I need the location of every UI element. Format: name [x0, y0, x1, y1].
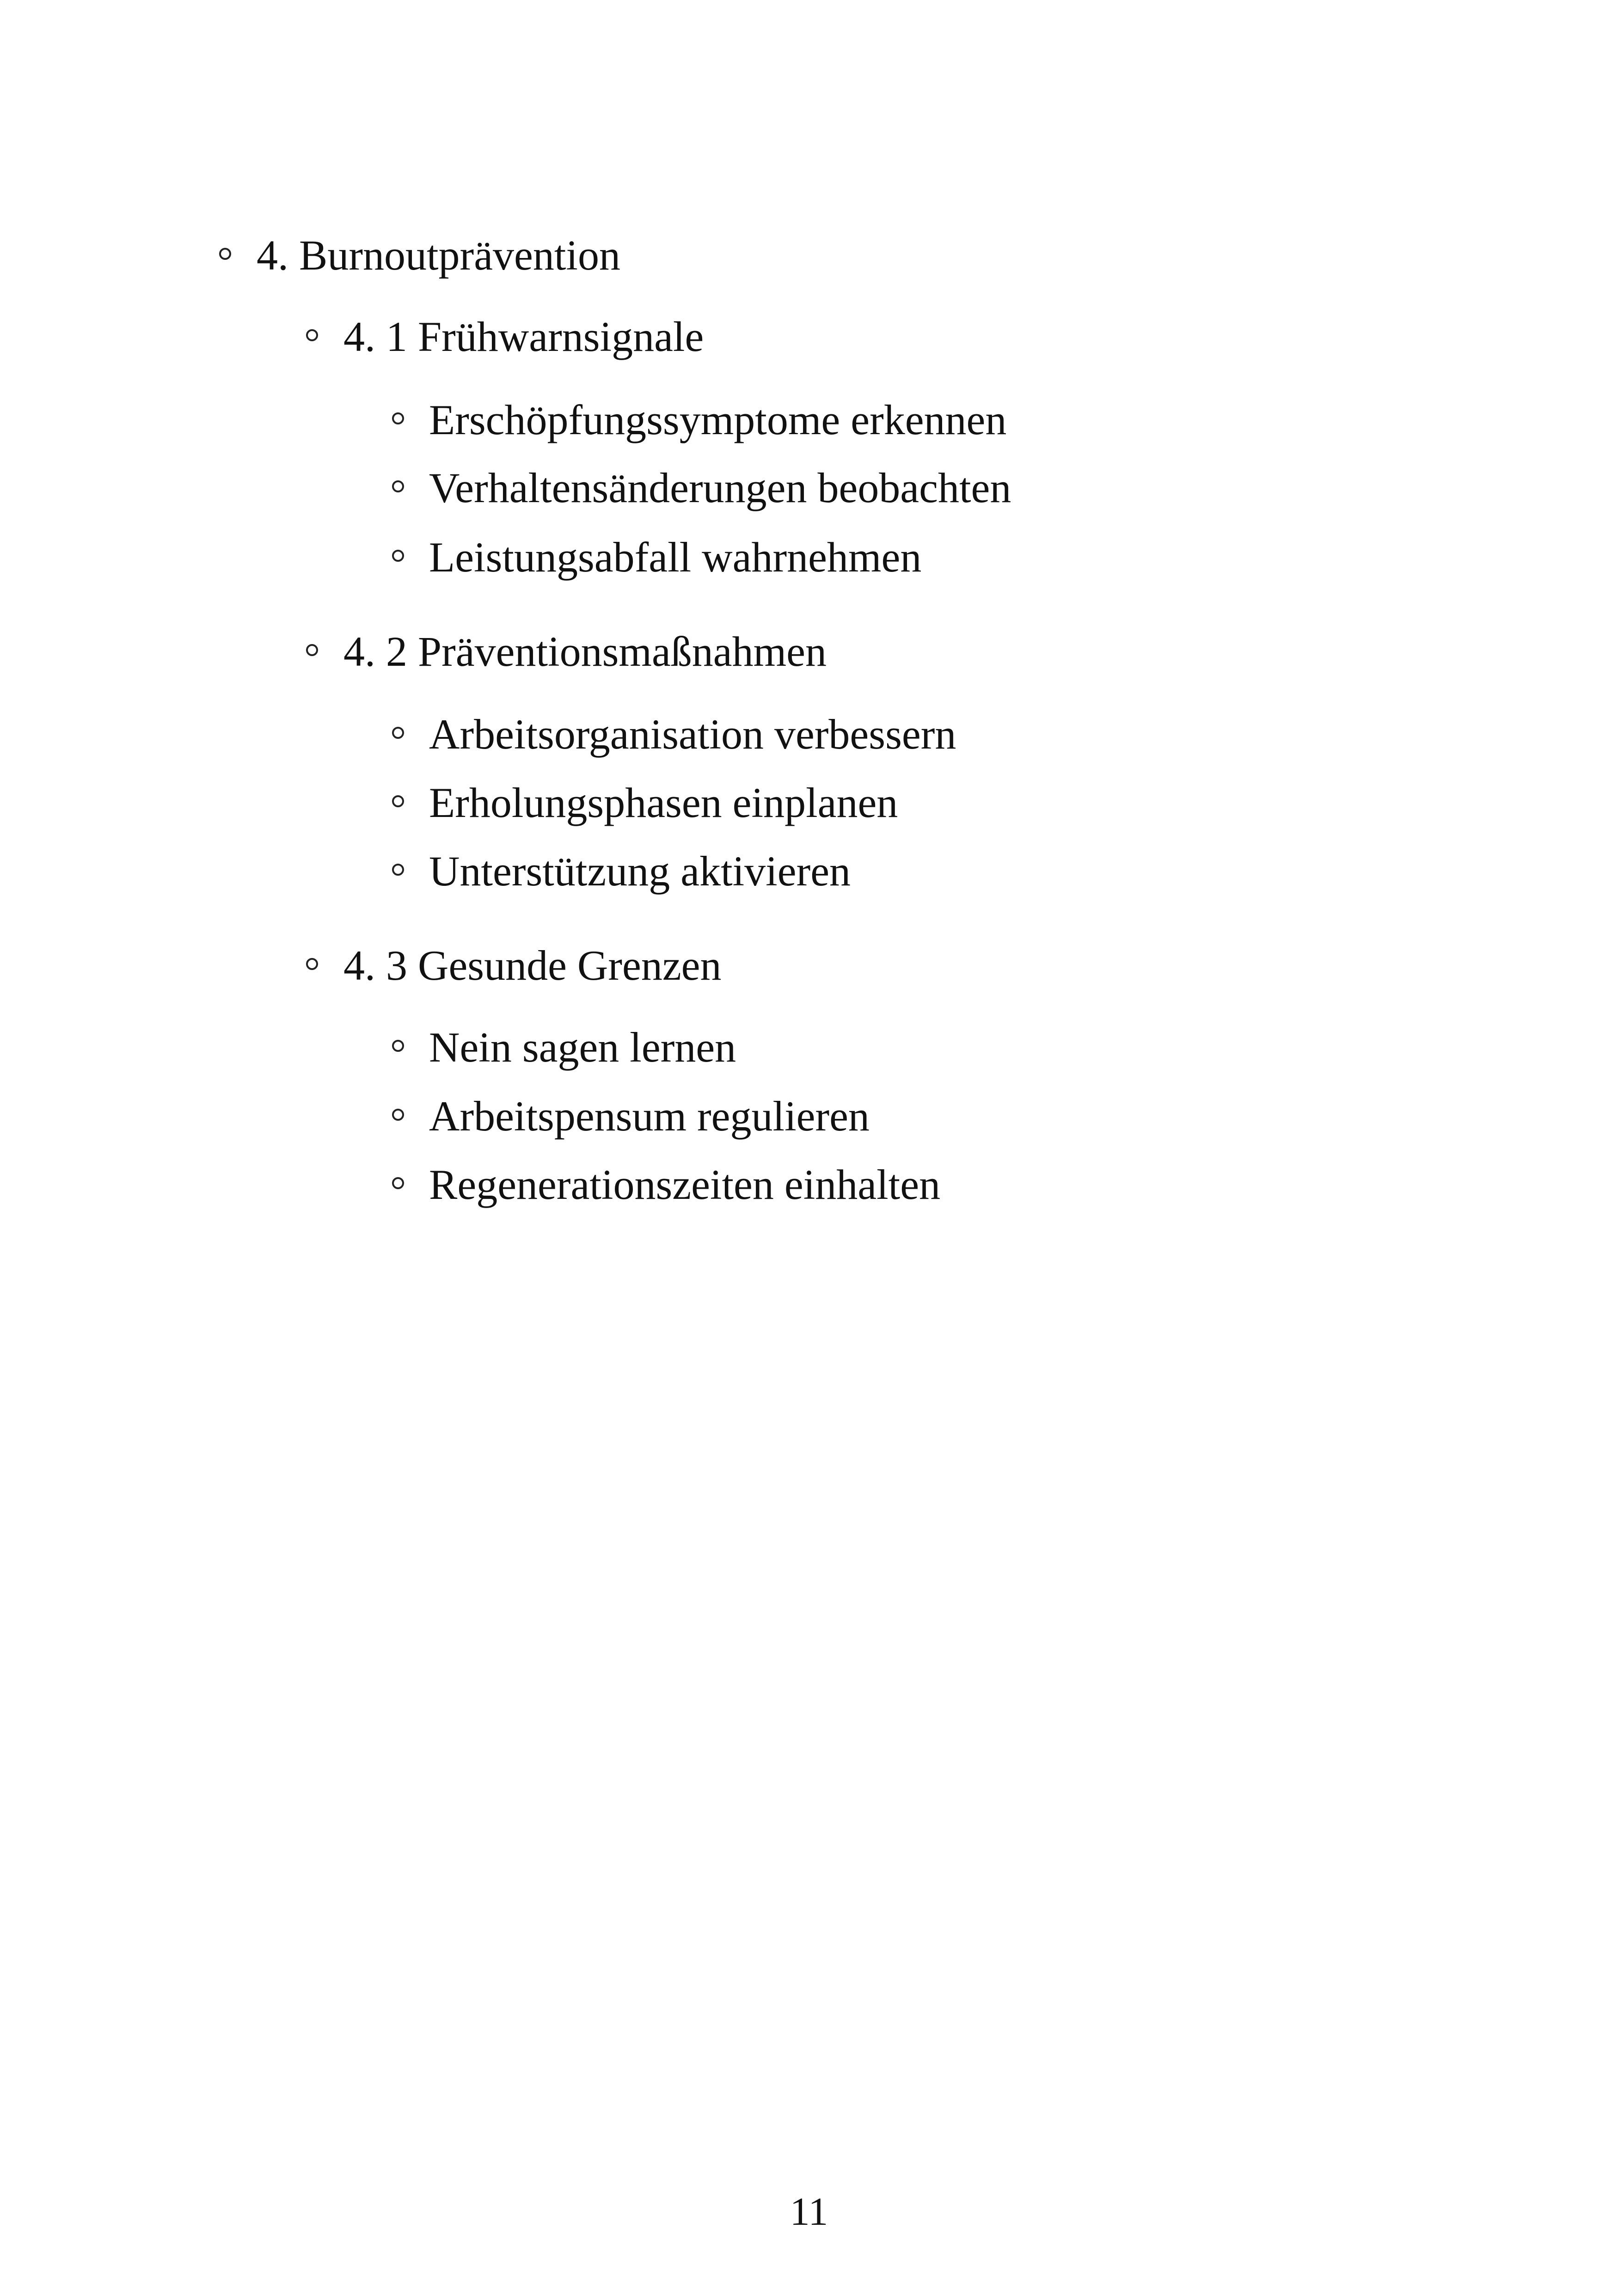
subsection-heading: 4. 2 Präventionsmaßnahmen [343, 628, 827, 675]
hollow-circle-bullet-icon [392, 480, 404, 492]
page-number: 11 [790, 2189, 828, 2234]
hollow-circle-bullet-icon [306, 958, 318, 970]
hollow-circle-bullet-icon [392, 864, 404, 876]
list-item-text: Erholungsphasen einplanen [429, 779, 898, 826]
list-item-text: Arbeitspensum regulieren [429, 1093, 870, 1140]
hollow-circle-bullet-icon [392, 412, 404, 424]
hollow-circle-bullet-icon [392, 1177, 404, 1189]
hollow-circle-bullet-icon [306, 644, 318, 656]
hollow-circle-bullet-icon [392, 1109, 404, 1121]
hollow-circle-bullet-icon [392, 550, 404, 562]
hollow-circle-bullet-icon [306, 329, 318, 341]
list-item-text: Verhaltensänderungen beobachten [429, 464, 1011, 511]
hollow-circle-bullet-icon [392, 727, 404, 739]
list-item-text: Erschöpfungssymptome erkennen [429, 396, 1007, 443]
list-item-text: Nein sagen lernen [429, 1024, 736, 1071]
list-item-text: Arbeitsorganisation verbessern [429, 711, 956, 758]
hollow-circle-bullet-icon [219, 248, 231, 260]
list-item-text: Unterstützung aktivieren [429, 847, 851, 895]
section-heading: 4. Burnoutprävention [257, 232, 620, 279]
list-item-text: Regenerationszeiten einhalten [429, 1161, 941, 1208]
hollow-circle-bullet-icon [392, 1040, 404, 1052]
hollow-circle-bullet-icon [392, 795, 404, 807]
subsection-heading: 4. 1 Frühwarnsignale [343, 313, 704, 360]
list-item-text: Leistungsabfall wahrnehmen [429, 534, 922, 581]
subsection-heading: 4. 3 Gesunde Grenzen [343, 942, 722, 989]
